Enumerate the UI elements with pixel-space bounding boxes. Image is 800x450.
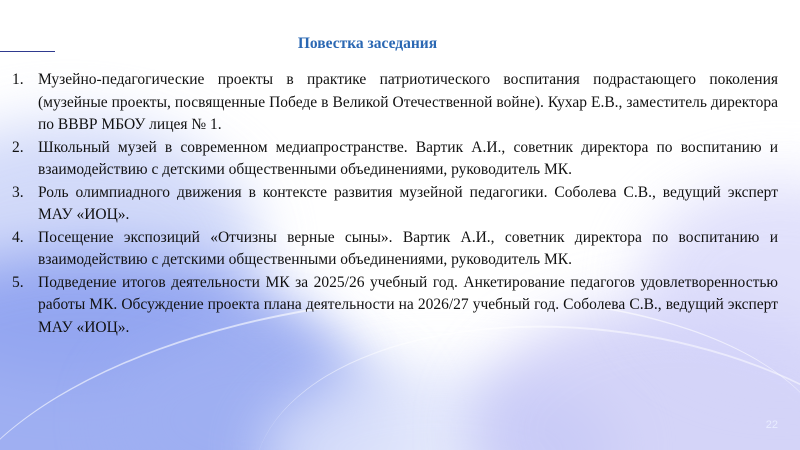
agenda-item [12, 137, 778, 182]
agenda-list [12, 69, 778, 339]
page-number: 22 [765, 419, 778, 431]
agenda-item-text: Посещение экспозиций «Отчизны верные сыны». Вартик А.И., советник директора по воспитанию и взаимодействию с детскими общественными объединениями, руководитель МК. [38, 228, 778, 268]
agenda-item-number: 3. [12, 183, 24, 201]
agenda-item [12, 272, 778, 340]
agenda-item-text: Музейно-педагогические проекты в практике патриотического воспитания подрастающего поколения (музейные проекты, посвященные Победе в Великой Отечественной войне). Кухар Е.В., заместитель директора по ВВВР МБОУ лицея № 1. [38, 71, 778, 133]
agenda-item-number: 1. [12, 71, 24, 88]
slide-title: Повестка заседания [297, 35, 438, 52]
agenda-item-number: 4. [12, 228, 24, 246]
agenda-item-text: Подведение итогов деятельности МК за 2025/26 учебный год. Анкетирование педагогов удовлетворенностью работы МК. Обсуждение проекта плана деятельности на 2026/27 учебный год. Соболева С.В., ведущий эксперт МАУ «ИОЦ». [38, 273, 778, 336]
agenda-item [12, 182, 778, 227]
agenda-item-text: Школьный музей в современном медиапространстве. Вартик А.И., советник директора по воспитанию и взаимодействию с детскими общественными объединениями, руководитель МК. [38, 138, 778, 178]
agenda-item [12, 69, 778, 137]
agenda-item-number: 2. [12, 138, 24, 156]
agenda-item [12, 227, 778, 272]
agenda-item-text: Роль олимпиадного движения в контексте развития музейной педагогики. Соболева С.В., ведущий эксперт МАУ «ИОЦ». [38, 183, 778, 223]
agenda-item-number: 5. [12, 273, 24, 291]
